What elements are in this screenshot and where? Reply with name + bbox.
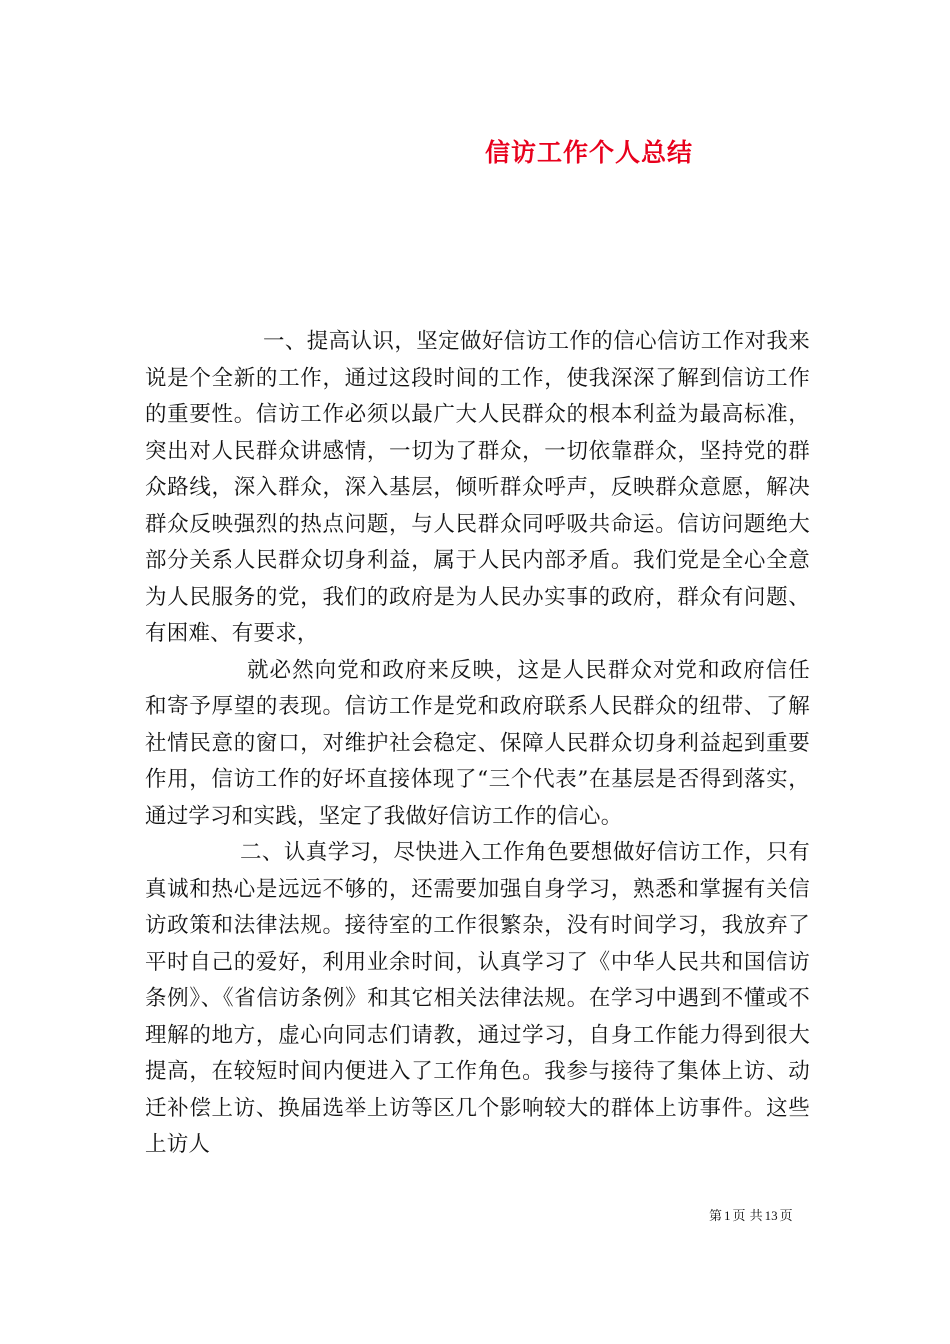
paragraph-3: 二、认真学习，尽快进入工作角色要想做好信访工作，只有真诚和热心是远远不够的，还需要加强自身学习，熟悉和掌握有关信访政策和法律法规。接待室的工作很繁杂，没有时间学习，我放弃了平时自己的爱好，利用业余时间，认真学习了《中华人民共和国信访条例》、《省信访条例》和其它相关法律法规。在学习中遇到不懂或不理解的地方，虚心向同志们请教，通过学习，自身工作能力得到很大提高，在较短时间内便进入了工作角色。我参与接待了集体上访、动迁补偿上访、换届选举上访等区几个影响较大的群体上访事件。这些上访人 (145, 840, 810, 1157)
footer-current-page: 1 (724, 1208, 731, 1223)
paragraph-1: 一、提高认识，坚定做好信访工作的信心信访工作对我来说是个全新的工作，通过这段时间的工作，使我深深了解到信访工作的重要性。信访工作必须以最广大人民群众的根本利益为最高标准，突出对人民群众讲感情，一切为了群众，一切依靠群众，坚持党的群众路线，深入群众，深入基层，倾听群众呼声，反映群众意愿，解决群众反映强烈的热点问题，与人民群众同呼吸共命运。信访问题绝大部分关系人民群众切身利益，属于人民内部矛盾。我们党是全心全意为人民服务的党，我们的政府是为人民办实事的政府，群众有问题、有困难、有要求， (145, 329, 810, 646)
page-footer (709, 1205, 793, 1224)
footer-middle: 页 共 (732, 1209, 763, 1224)
footer-suffix: 页 (779, 1209, 793, 1224)
document-body (145, 324, 810, 1164)
document-title: 信访工作个人总结 (484, 138, 693, 167)
footer-prefix: 第 (709, 1209, 723, 1224)
footer-total-pages: 13 (764, 1208, 778, 1223)
paragraph-2: 就必然向党和政府来反映，这是人民群众对党和政府信任和寄予厚望的表现。信访工作是党和政府联系人民群众的纽带、了解社情民意的窗口，对维护社会稳定、保障人民群众切身利益起到重要作用，信访工作的好坏直接体现了“三个代表”在基层是否得到落实，通过学习和实践，坚定了我做好信访工作的信心。 (145, 657, 810, 829)
